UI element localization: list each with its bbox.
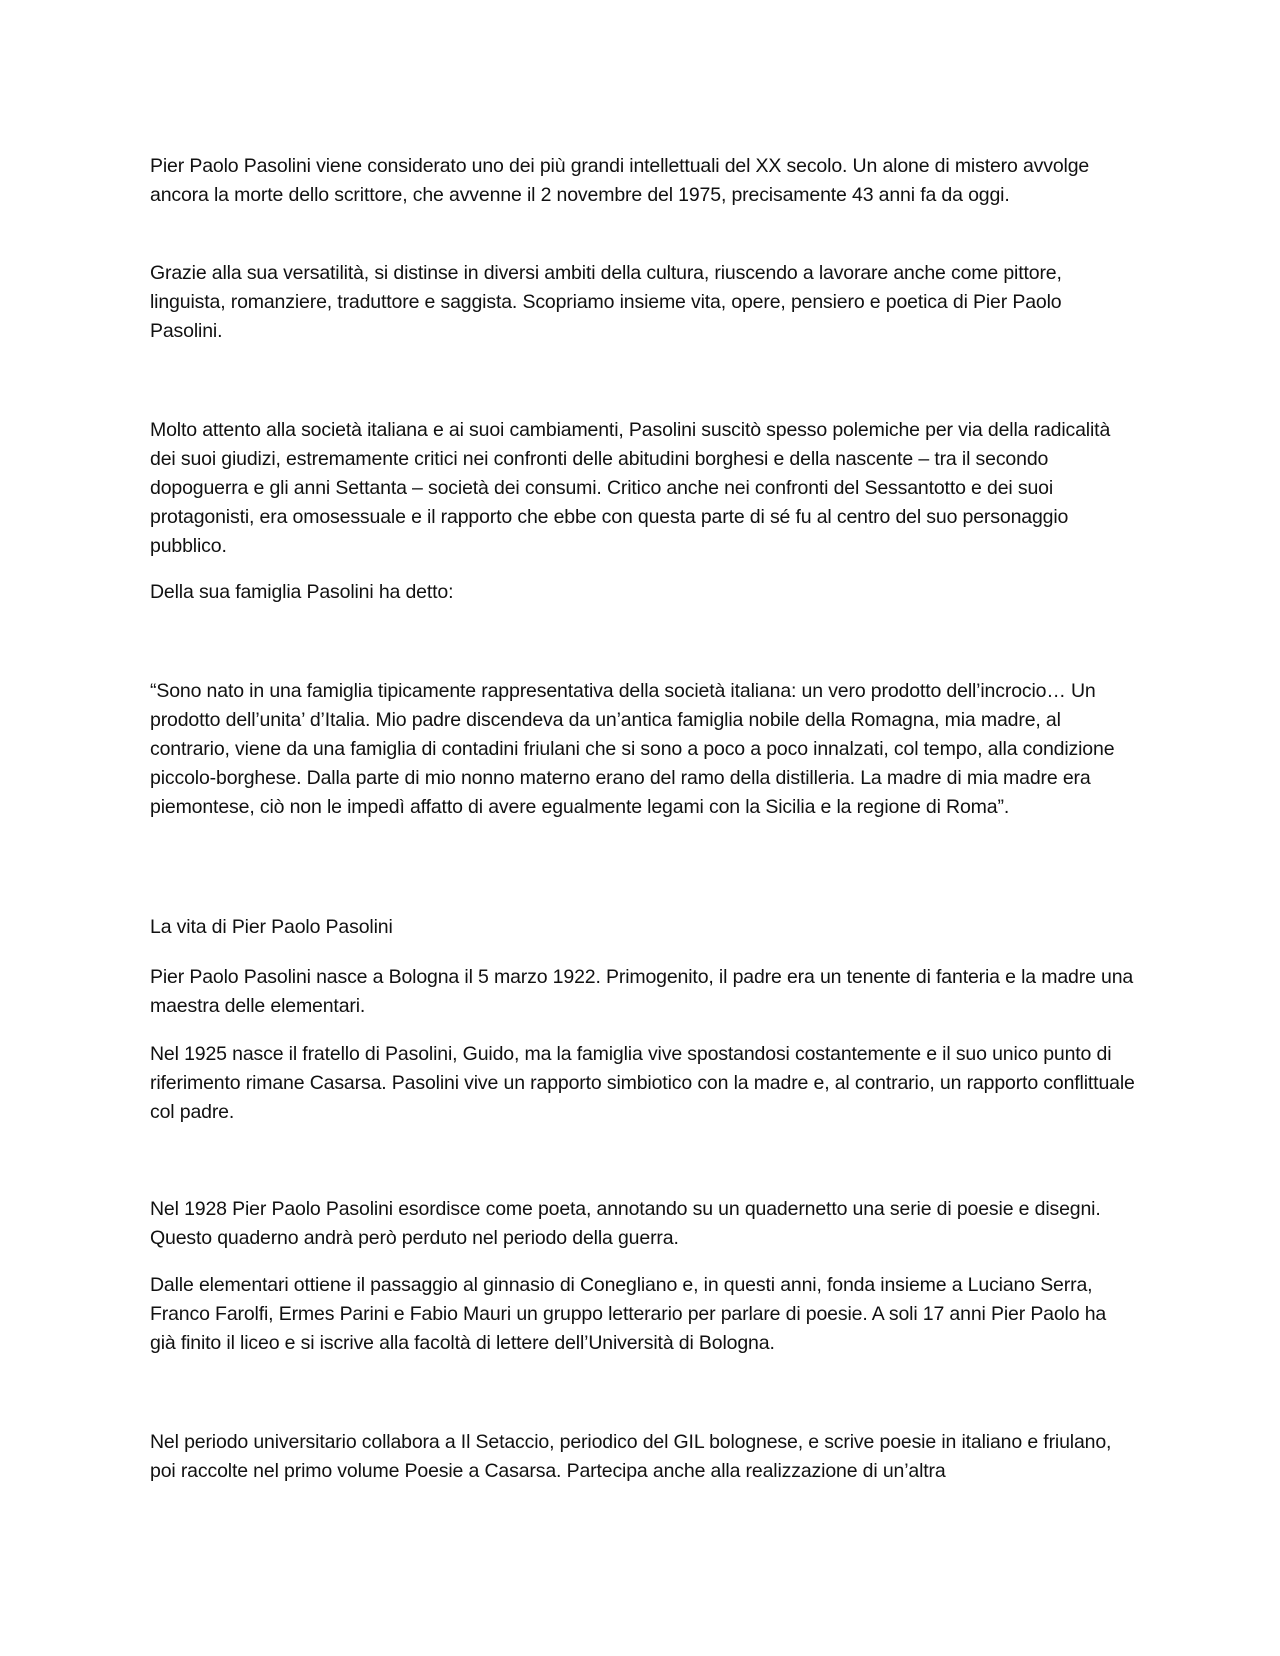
paragraph-society: Molto attento alla società italiana e ai suoi cambiamenti, Pasolini suscitò spesso polemiche per via della radicalità dei suoi giudizi, estremamente critici nei confronti delle abitudini borghesi e della nascente – tra il secondo dopoguerra e gli anni Settanta – società dei consumi. Critico anche nei confronti del Sessantotto e dei suoi protagonisti, era omosessuale e il rapporto che ebbe con questa parte di sé fu al centro del suo personaggio pubblico.	[150, 419, 1111, 557]
paragraph-brother: Nel 1925 nasce il fratello di Pasolini, Guido, ma la famiglia vive spostandosi costantemente e il suo unico punto di riferimento rimane Casarsa. Pasolini vive un rapporto simbiotico con la madre e, al contrario, un rapporto conflittuale col padre.	[150, 1043, 1135, 1123]
paragraph-quote: “Sono nato in una famiglia tipicamente rappresentativa della società italiana: un vero prodotto dell’incrocio… Un prodotto dell’unita’ d’Italia. Mio padre discendeva da un’antica famiglia nobile della Romagna, mia madre, al contrario, viene da una famiglia di contadini friulani che si sono a poco a poco innalzati, col tempo, alla condizione piccolo-borghese. Dalla parte di mio nonno materno erano del ramo della distilleria. La madre di mia madre era piemontese, ciò non le impedì affatto di avere egualmente legami con la Sicilia e la regione di Roma”.	[150, 680, 1115, 818]
paragraph-versatility: Grazie alla sua versatilità, si distinse in diversi ambiti della cultura, riuscendo a lavorare anche come pittore, linguista, romanziere, traduttore e saggista. Scopriamo insieme vita, opere, pensiero e poetica di Pier Paolo Pasolini.	[150, 262, 1062, 342]
paragraph-birth: Pier Paolo Pasolini nasce a Bologna il 5 marzo 1922. Primogenito, il padre era un tenente di fanteria e la madre una maestra delle elementari.	[150, 966, 1134, 1017]
section-heading-life: La vita di Pier Paolo Pasolini	[150, 916, 393, 938]
paragraph-school: Dalle elementari ottiene il passaggio al ginnasio di Conegliano e, in questi anni, fonda insieme a Luciano Serra, Franco Farolfi, Ermes Parini e Fabio Mauri un gruppo letterario per parlare di poesie. A soli 17 anni Pier Paolo ha già finito il liceo e si iscrive alla facoltà di lettere dell’Università di Bologna.	[150, 1274, 1107, 1354]
paragraph-family-intro: Della sua famiglia Pasolini ha detto:	[150, 581, 454, 603]
paragraph-intro: Pier Paolo Pasolini viene considerato uno dei più grandi intellettuali del XX secolo. Un alone di mistero avvolge ancora la morte dello scrittore, che avvenne il 2 novembre del 1975, precisamente 43 anni fa da oggi.	[150, 155, 1090, 206]
paragraph-university: Nel periodo universitario collabora a Il Setaccio, periodico del GIL bolognese, e scrive poesie in italiano e friulano, poi raccolte nel primo volume Poesie a Casarsa. Partecipa anche alla realizzazione di un’altra	[150, 1431, 1112, 1482]
paragraph-poet-debut: Nel 1928 Pier Paolo Pasolini esordisce come poeta, annotando su un quadernetto una serie di poesie e disegni. Questo quaderno andrà però perduto nel periodo della guerra.	[150, 1198, 1101, 1249]
